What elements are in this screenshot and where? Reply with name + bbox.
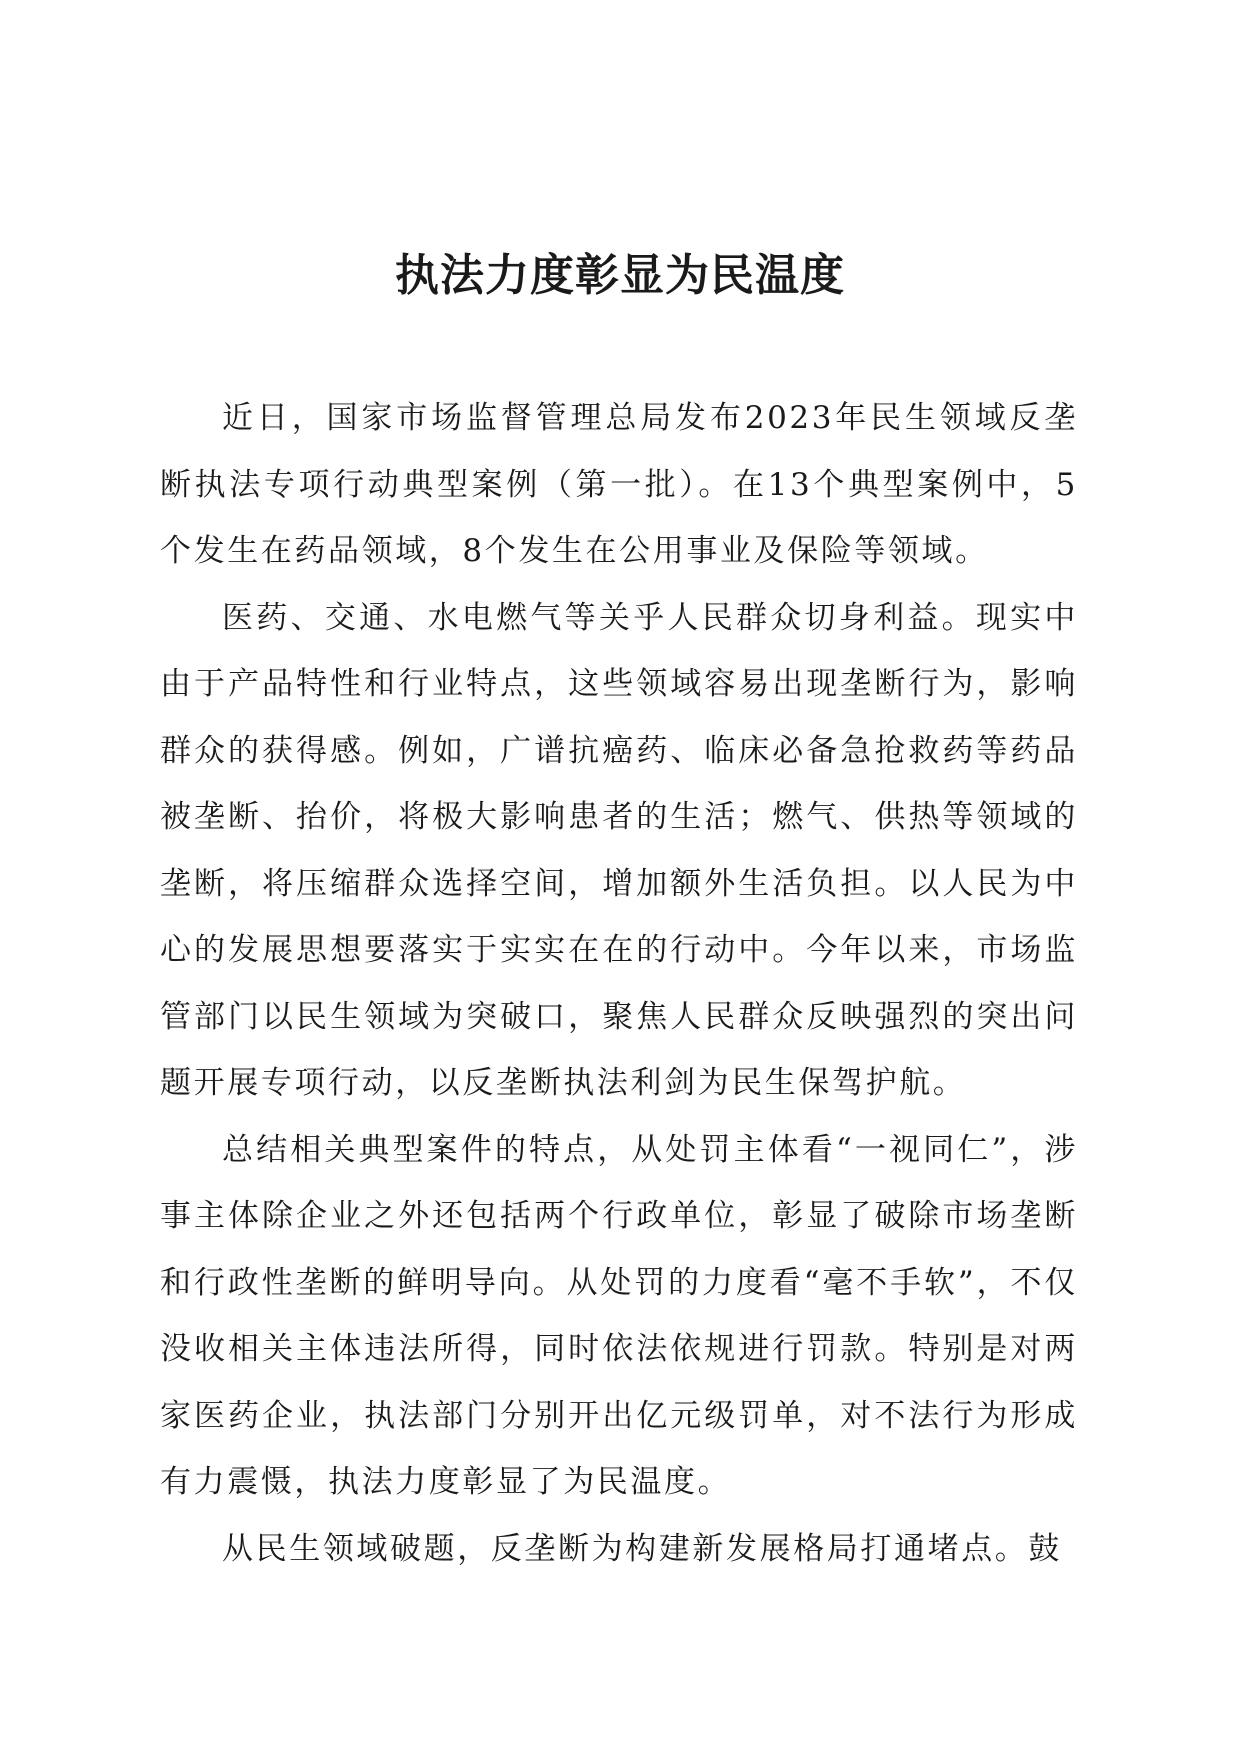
paragraph-2: 医药、交通、水电燃气等关乎人民群众切身利益。现实中由于产品特性和行业特点，这些领域容易出现垄断行为，影响群众的获得感。例如，广谱抗癌药、临床必备急抢救药等药品被垄断、抬价，将极大影响患者的生活；燃气、供热等领域的垄断，将压缩群众选择空间，增加额外生活负担。以人民为中心的发展思想要落实于实实在在的行动中。今年以来，市场监管部门以民生领域为突破口，聚焦人民群众反映强烈的突出问题开展专项行动，以反垄断执法利剑为民生保驾护航。 [160, 599, 1078, 1101]
document-body [160, 385, 1078, 1582]
document-title: 执法力度彰显为民温度 [395, 250, 845, 301]
paragraph-3: 总结相关典型案件的特点，从处罚主体看“一视同仁”，涉事主体除企业之外还包括两个行政单位，彰显了破除市场垄断和行政性垄断的鲜明导向。从处罚的力度看“毫不手软”，不仅没收相关主体违法所得，同时依法依规进行罚款。特别是对两家医药企业，执法部门分别开出亿元级罚单，对不法行为形成有力震慑，执法力度彰显了为民温度。 [160, 1131, 1078, 1500]
paragraph-4: 从民生领域破题，反垄断为构建新发展格局打通堵点。鼓 [222, 1530, 1062, 1567]
paragraph-1: 近日，国家市场监督管理总局发布2023年民生领域反垄断执法专项行动典型案例（第一批）。在13个典型案例中，5个发生在药品领域，8个发生在公用事业及保险等领域。 [160, 400, 1078, 569]
